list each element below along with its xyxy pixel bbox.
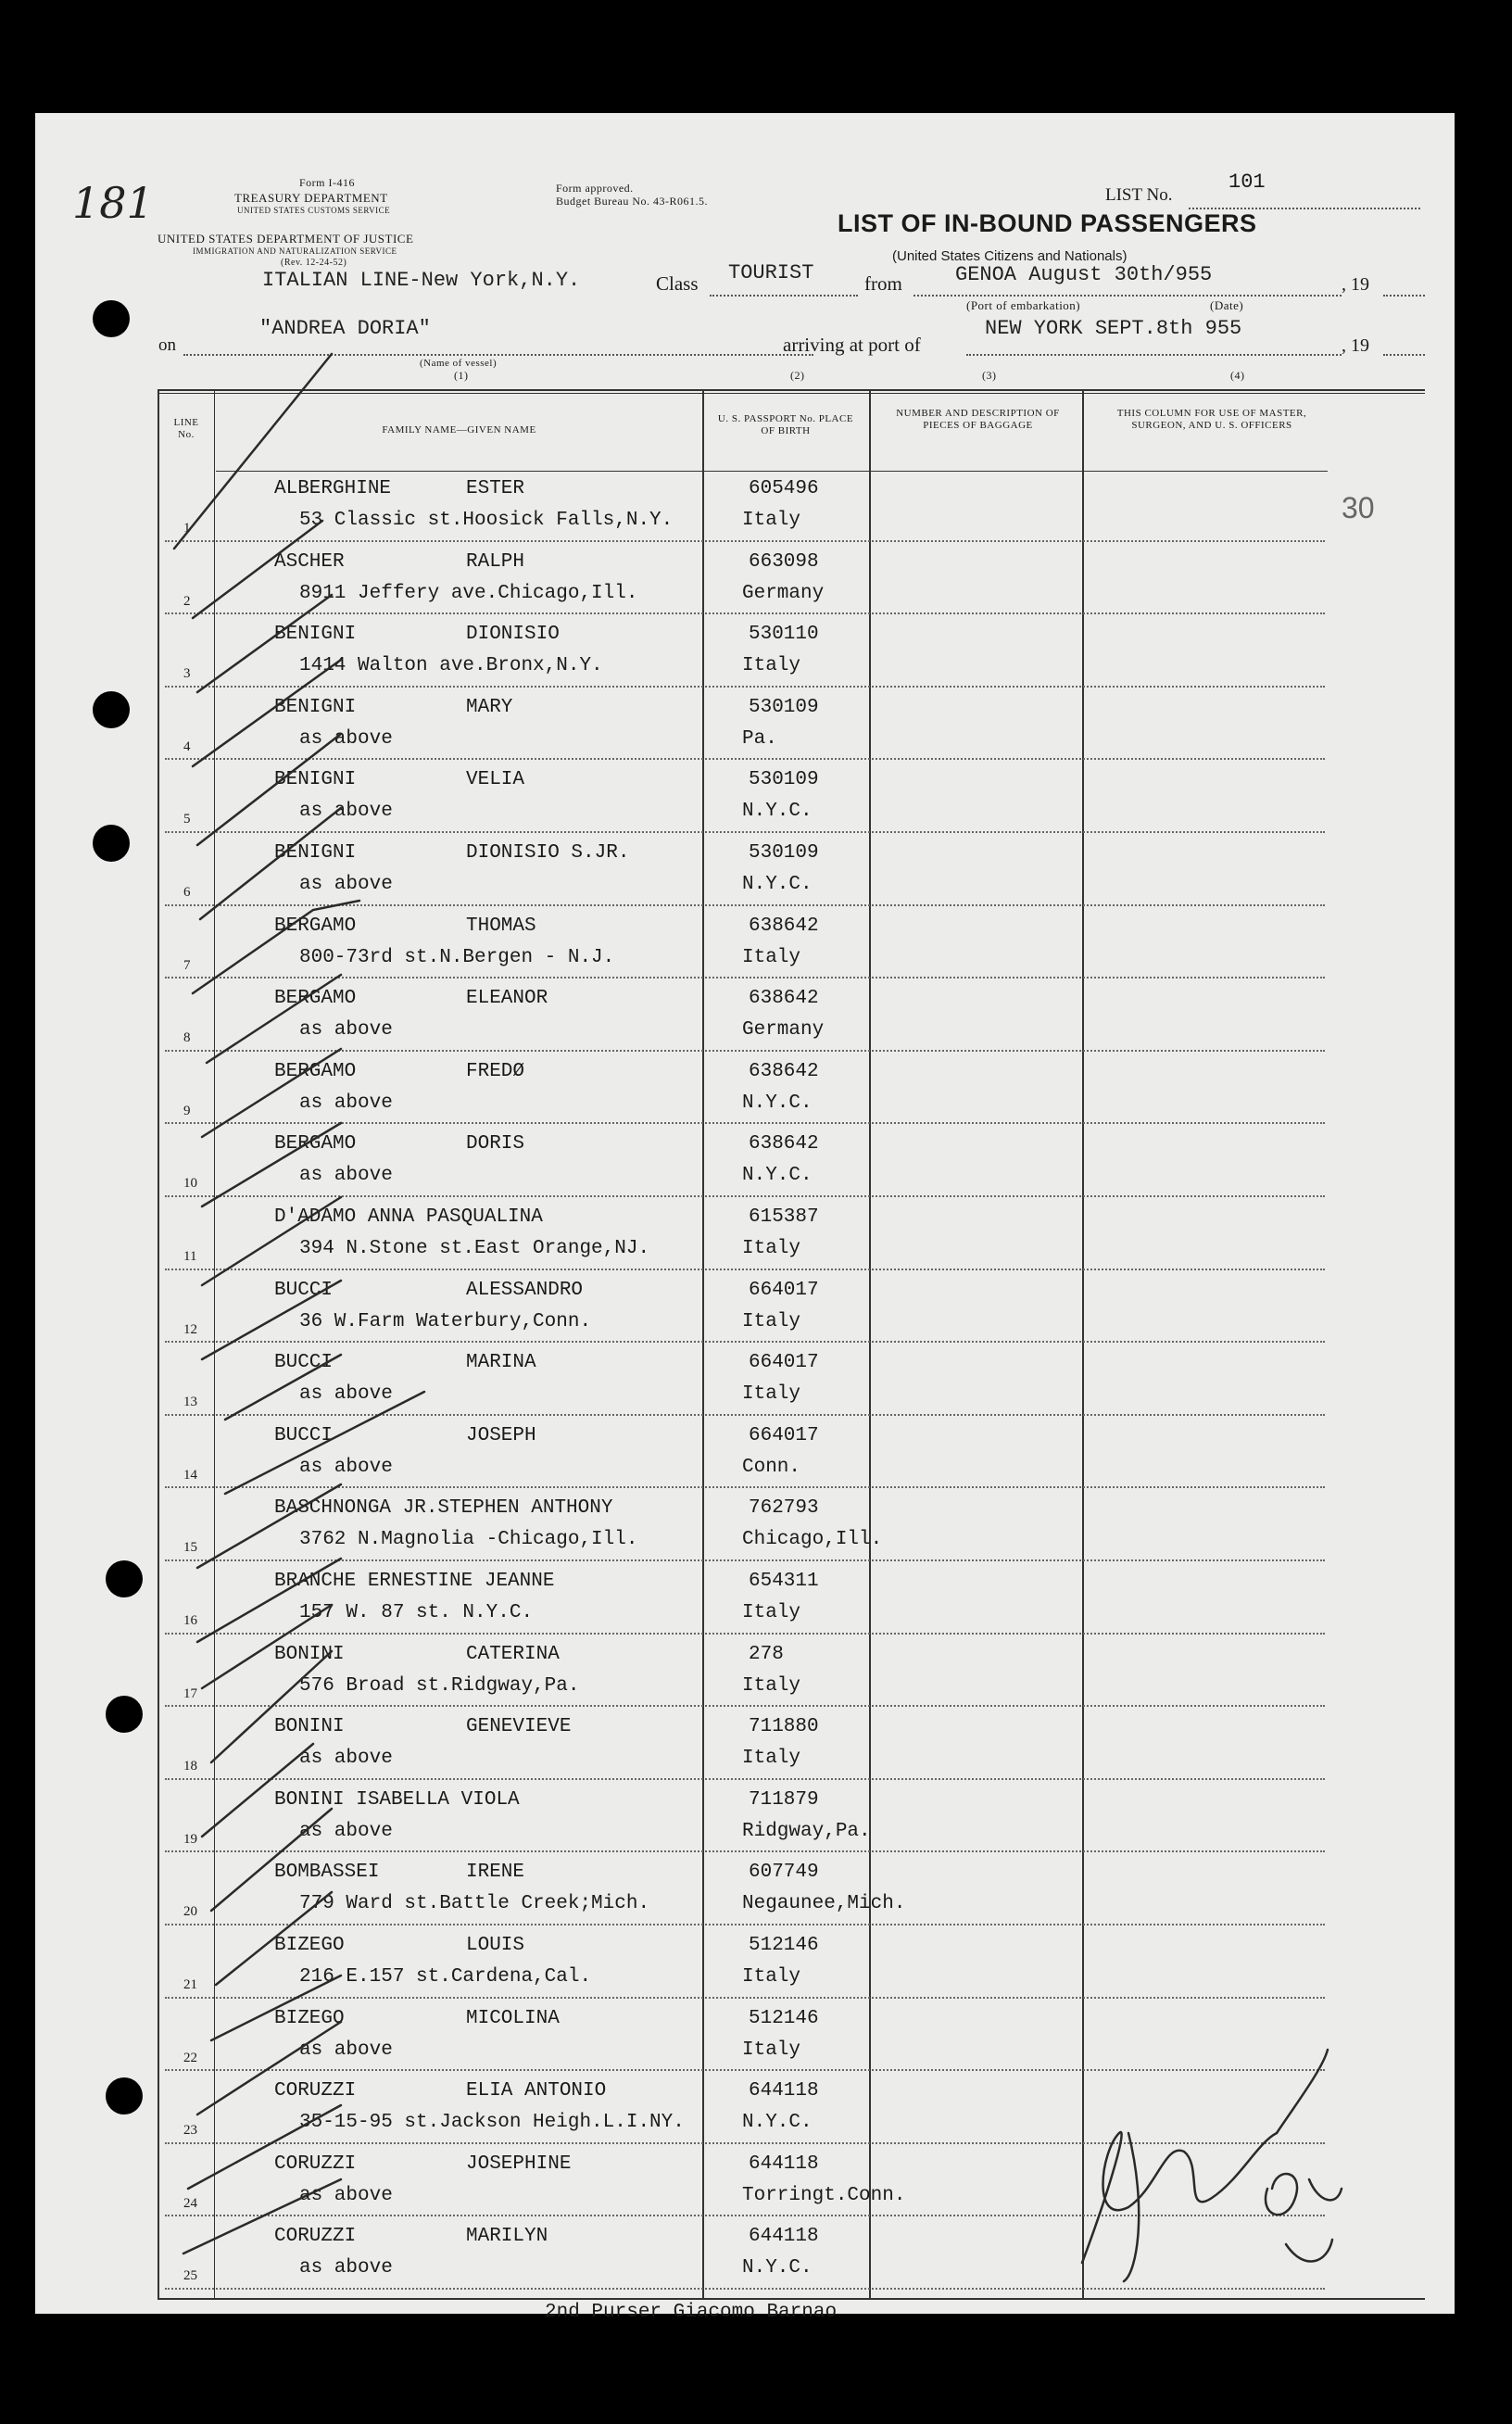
line-number: 1	[183, 521, 191, 536]
passenger-address: 53 Classic st.Hoosick Falls,N.Y.	[299, 510, 674, 531]
place-of-birth: Italy	[742, 1383, 801, 1406]
form-approved: Form approved.	[556, 182, 634, 195]
line-number: 25	[183, 2268, 197, 2284]
place-of-birth: Italy	[742, 1602, 801, 1623]
place-of-birth: Italy	[742, 510, 801, 531]
place-of-birth: Pa.	[742, 727, 777, 750]
passenger-surname: CORUZZI	[274, 2080, 357, 2102]
passenger-surname: BONINI ISABELLA VIOLA	[274, 1788, 520, 1811]
place-of-birth: Italy	[742, 1310, 801, 1332]
vessel-label: (Name of vessel)	[420, 358, 498, 369]
line-number: 15	[183, 1540, 197, 1556]
place-of-birth: Italy	[742, 1238, 801, 1259]
on-label: on	[158, 335, 176, 355]
passenger-surname: BIZEGO	[274, 2007, 345, 2029]
passenger-address: as above	[299, 1456, 393, 1478]
passenger-given-name: IRENE	[466, 1862, 525, 1884]
line-number: 13	[183, 1395, 197, 1410]
passenger-address: 800-73rd st.N.Bergen - N.J.	[299, 946, 615, 968]
line-number: 8	[183, 1030, 191, 1046]
passenger-surname: BUCCI	[274, 1279, 334, 1301]
punch-hole	[106, 1560, 143, 1597]
passenger-address: as above	[299, 1383, 393, 1406]
punch-hole	[93, 300, 130, 337]
passenger-surname: CORUZZI	[274, 2226, 357, 2248]
passport-number: 711880	[749, 1716, 819, 1738]
passenger-surname: BIZEGO	[274, 1935, 345, 1956]
place-of-birth: N.Y.C.	[742, 1165, 813, 1187]
passport-number: 530109	[749, 842, 819, 864]
line-number: 7	[183, 957, 191, 973]
col-number-4: (4)	[1230, 369, 1245, 382]
place-of-birth: Germany	[742, 1019, 825, 1042]
ins-service: IMMIGRATION AND NATURALIZATION SERVICE	[193, 246, 397, 256]
passenger-given-name: MICOLINA	[466, 2007, 560, 2029]
passport-number: 663098	[749, 550, 819, 573]
passenger-given-name: ALESSANDRO	[466, 1279, 584, 1301]
form-number: Form I-416	[299, 176, 355, 189]
passport-number: 654311	[749, 1571, 819, 1592]
passenger-address: as above	[299, 801, 393, 823]
passenger-given-name: DIONISIO S.JR.	[466, 842, 630, 864]
line-number: 16	[183, 1613, 197, 1628]
passenger-surname: ASCHER	[274, 550, 345, 573]
passenger-given-name: LOUIS	[466, 1935, 525, 1956]
handwritten-page-number: 181	[72, 178, 154, 228]
passport-number: 664017	[749, 1352, 819, 1374]
passenger-address: as above	[299, 874, 393, 895]
passenger-surname: BENIGNI	[274, 624, 357, 646]
col-header-family-name: FAMILY NAME—GIVEN NAME	[382, 424, 536, 436]
col-header-passport: U. S. PASSPORT No. PLACE OF BIRTH	[717, 413, 854, 436]
passenger-address: 35-15-95 st.Jackson Heigh.L.I.NY.	[299, 2112, 685, 2134]
place-of-birth: N.Y.C.	[742, 2112, 813, 2134]
passenger-surname: BUCCI	[274, 1352, 334, 1374]
list-number-label: LIST No.	[1105, 185, 1173, 205]
line-number: 20	[183, 1904, 197, 1920]
line-number: 19	[183, 1831, 197, 1847]
class-label: Class	[656, 272, 699, 295]
budget-bureau: Budget Bureau No. 43-R061.5.	[556, 195, 708, 208]
line-number: 5	[183, 812, 191, 827]
passenger-address: as above	[299, 1165, 393, 1187]
customs-service: UNITED STATES CUSTOMS SERVICE	[237, 206, 391, 215]
passenger-address: as above	[299, 1748, 393, 1770]
passenger-given-name: RALPH	[466, 550, 525, 573]
passenger-given-name: ESTER	[466, 478, 525, 499]
revision: (Rev. 12-24-52)	[281, 258, 347, 268]
place-of-birth: Chicago,Ill.	[742, 1529, 883, 1551]
passenger-surname: BENIGNI	[274, 769, 357, 791]
passenger-given-name: CATERINA	[466, 1643, 560, 1665]
place-of-birth: Italy	[742, 2039, 801, 2061]
passenger-given-name: ELEANOR	[466, 988, 548, 1010]
passenger-address: as above	[299, 1092, 393, 1114]
line-number: 18	[183, 1759, 197, 1774]
document-subtitle: (United States Citizens and Nationals)	[892, 248, 1128, 264]
justice-dept: UNITED STATES DEPARTMENT OF JUSTICE	[158, 232, 414, 246]
line-number: 21	[183, 1977, 197, 1992]
line-number: 11	[183, 1249, 197, 1264]
passport-number: 638642	[749, 1060, 819, 1082]
arrival-port: NEW YORK SEPT.8th 955	[985, 317, 1242, 340]
passenger-address: 216 E.157 st.Cardena,Cal.	[299, 1966, 592, 1988]
passenger-surname: BONINI	[274, 1643, 345, 1665]
place-of-birth: N.Y.C.	[742, 874, 813, 895]
passenger-given-name: VELIA	[466, 769, 525, 791]
passport-number: 530109	[749, 696, 819, 718]
passenger-address: as above	[299, 2257, 393, 2279]
passenger-surname: BERGAMO	[274, 988, 357, 1010]
shipping-line: ITALIAN LINE-New York,N.Y.	[262, 269, 581, 292]
line-number: 17	[183, 1685, 197, 1701]
passenger-address: as above	[299, 1019, 393, 1042]
place-of-birth: Torringt.Conn.	[742, 2184, 906, 2206]
passport-number: 530109	[749, 769, 819, 791]
passport-number: 638642	[749, 915, 819, 937]
passenger-address: as above	[299, 1820, 393, 1842]
place-of-birth: Italy	[742, 1748, 801, 1770]
place-of-birth: N.Y.C.	[742, 1092, 813, 1114]
passenger-surname: BUCCI	[274, 1424, 334, 1446]
purser-name: 2nd Purser Giacomo Barnao	[545, 2302, 838, 2323]
col-number-3: (3)	[982, 369, 997, 382]
line-number: 9	[183, 1103, 191, 1118]
passenger-address: 576 Broad st.Ridgway,Pa.	[299, 1674, 580, 1697]
col-number-2: (2)	[790, 369, 805, 382]
line-number: 10	[183, 1176, 197, 1192]
passenger-address: as above	[299, 2039, 393, 2061]
passenger-surname: BENIGNI	[274, 696, 357, 718]
year-2: , 19	[1342, 335, 1369, 356]
place-of-birth: Italy	[742, 1674, 801, 1697]
line-number: 23	[183, 2123, 197, 2139]
passport-number: 512146	[749, 1935, 819, 1956]
line-number: 3	[183, 666, 191, 682]
treasury-dept: TREASURY DEPARTMENT	[234, 191, 388, 205]
passport-number: 530110	[749, 624, 819, 646]
passport-number: 664017	[749, 1279, 819, 1301]
embarkation-value: GENOA August 30th/955	[955, 263, 1213, 286]
place-of-birth: Germany	[742, 582, 825, 604]
passenger-given-name: JOSEPH	[466, 1424, 536, 1446]
arriving-label: arriving at port of	[783, 334, 921, 356]
document-title: LIST OF IN-BOUND PASSENGERS	[838, 209, 1257, 237]
from-label: from	[864, 272, 902, 295]
passport-number: 664017	[749, 1424, 819, 1446]
place-of-birth: Italy	[742, 946, 801, 968]
passenger-address: 394 N.Stone st.East Orange,NJ.	[299, 1238, 650, 1259]
passenger-address: 3762 N.Magnolia -Chicago,Ill.	[299, 1529, 638, 1551]
place-of-birth: Conn.	[742, 1456, 801, 1478]
date-label: (Date)	[1210, 298, 1244, 312]
place-of-birth: Italy	[742, 655, 801, 677]
class-value: TOURIST	[728, 261, 814, 284]
passport-number: 644118	[749, 2080, 819, 2102]
passenger-given-name: GENEVIEVE	[466, 1716, 572, 1738]
line-number: 6	[183, 885, 191, 900]
passport-number: 605496	[749, 478, 819, 499]
col-header-line-no: LINE No.	[173, 417, 199, 440]
passport-number: 278	[749, 1643, 784, 1665]
place-of-birth: Negaunee,Mich.	[742, 1893, 906, 1915]
passport-number: 512146	[749, 2007, 819, 2029]
passenger-address: as above	[299, 727, 393, 750]
passenger-surname: BERGAMO	[274, 1133, 357, 1155]
line-number: 4	[183, 739, 191, 754]
col-number-1: (1)	[454, 369, 469, 382]
passenger-address: 8911 Jeffery ave.Chicago,Ill.	[299, 582, 638, 604]
passport-number: 638642	[749, 1133, 819, 1155]
passenger-address: 1414 Walton ave.Bronx,N.Y.	[299, 655, 603, 677]
passport-number: 607749	[749, 1862, 819, 1884]
passenger-given-name: MARY	[466, 696, 513, 718]
place-of-birth: N.Y.C.	[742, 2257, 813, 2279]
passenger-address: 157 W. 87 st. N.Y.C.	[299, 1602, 534, 1623]
passenger-given-name: DORIS	[466, 1133, 525, 1155]
passenger-given-name: FREDØ	[466, 1060, 525, 1082]
passenger-given-name: DIONISIO	[466, 624, 560, 646]
punch-hole	[106, 1696, 143, 1733]
punch-hole	[93, 825, 130, 862]
punch-hole	[106, 2077, 143, 2115]
passenger-surname: BRANCHE ERNESTINE JEANNE	[274, 1571, 555, 1592]
line-number: 12	[183, 1321, 197, 1337]
passenger-surname: BERGAMO	[274, 915, 357, 937]
passenger-address: 36 W.Farm Waterbury,Conn.	[299, 1310, 592, 1332]
passport-number: 638642	[749, 988, 819, 1010]
year-1: , 19	[1342, 274, 1369, 295]
passenger-given-name: JOSEPHINE	[466, 2153, 572, 2175]
place-of-birth: Italy	[742, 1966, 801, 1988]
col-header-officers: THIS COLUMN FOR USE OF MASTER, SURGEON, AND U. S. OFFICERS	[1116, 408, 1307, 431]
handwritten-check-marks	[35, 113, 1455, 2314]
passenger-surname: CORUZZI	[274, 2153, 357, 2175]
passport-number: 615387	[749, 1206, 819, 1228]
passenger-given-name: THOMAS	[466, 915, 536, 937]
passenger-surname: BERGAMO	[274, 1060, 357, 1082]
passenger-surname: BOMBASSEI	[274, 1862, 380, 1884]
passenger-surname: D'ADAMO ANNA PASQUALINA	[274, 1206, 543, 1228]
passport-number: 644118	[749, 2153, 819, 2175]
passenger-given-name: MARINA	[466, 1352, 536, 1374]
passenger-given-name: MARILYN	[466, 2226, 548, 2248]
line-number: 22	[183, 2050, 197, 2065]
passenger-surname: BASCHNONGA JR.STEPHEN ANTHONY	[274, 1497, 613, 1520]
col-header-baggage: NUMBER AND DESCRIPTION OF PIECES OF BAGGAGE	[896, 408, 1060, 431]
line-number: 14	[183, 1467, 197, 1483]
passport-number: 711879	[749, 1788, 819, 1811]
margin-number: 30	[1342, 491, 1375, 524]
passport-number: 762793	[749, 1497, 819, 1520]
punch-hole	[93, 691, 130, 728]
passenger-address: as above	[299, 2184, 393, 2206]
line-number: 24	[183, 2195, 197, 2211]
passenger-surname: ALBERGHINE	[274, 478, 392, 499]
manifest-sheet	[35, 113, 1455, 2323]
passenger-given-name: ELIA ANTONIO	[466, 2080, 607, 2102]
passenger-address: 779 Ward st.Battle Creek;Mich.	[299, 1893, 650, 1915]
passenger-surname: BENIGNI	[274, 842, 357, 864]
passport-number: 644118	[749, 2226, 819, 2248]
place-of-birth: N.Y.C.	[742, 801, 813, 823]
passenger-surname: BONINI	[274, 1716, 345, 1738]
place-of-birth: Ridgway,Pa.	[742, 1820, 871, 1842]
line-number: 2	[183, 593, 191, 609]
list-number: 101	[1228, 170, 1266, 194]
port-embark-label: (Port of embarkation)	[966, 298, 1081, 312]
vessel-name: "ANDREA DORIA"	[259, 317, 431, 340]
